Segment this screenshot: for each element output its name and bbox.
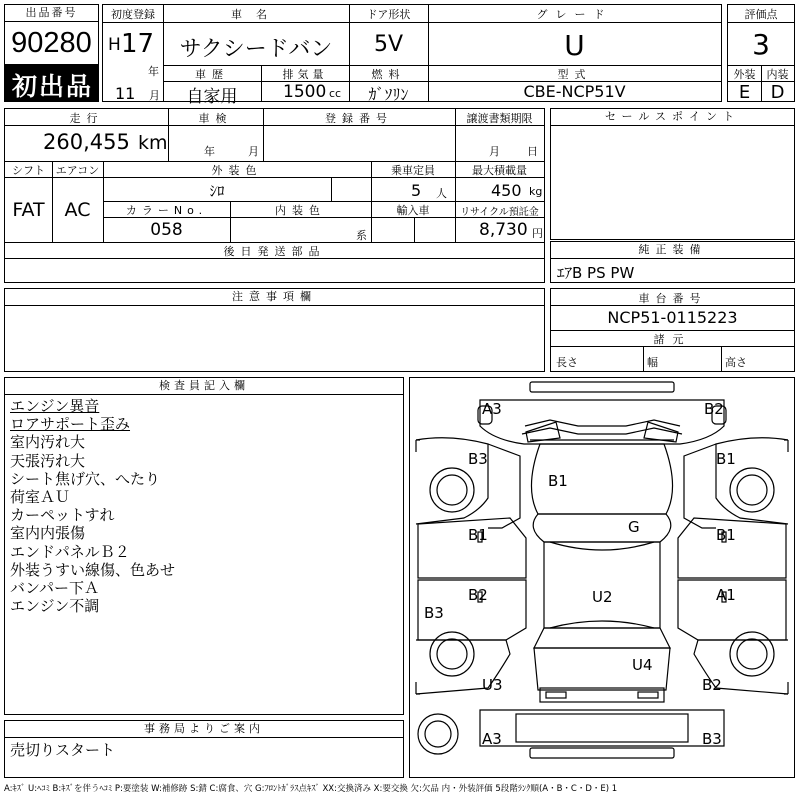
reg-label: 初度登録 [111,8,155,21]
note-line: シート焦げ穴、へたり [10,469,161,488]
score-label: 評価点 [744,8,778,21]
score-box [727,4,795,102]
capacity-unit: 人 [436,187,447,200]
inspection-label: 車検 [198,112,233,125]
ac: AC [64,199,91,221]
chassis-number: NCP51-0115223 [607,308,738,327]
era: H [108,35,121,55]
interior-color-unit: 系 [356,229,367,242]
dims-label: 諸元 [653,333,692,346]
mark-quarter-left: U3 [482,676,503,694]
model-label: 型式 [557,68,592,81]
legend: A:ｷｽﾞ U:ﾍｺﾐ B:ｷｽﾞを伴うﾍｺﾐ P:要塗装 W:補修跡 S:錆 C:腐食、穴 G:ﾌﾛﾝﾄｶﾞﾗｽ点ｷｽﾞ XX:交換済み X:要交換 欠:欠品 内・外装評価 5段階ﾗﾝｸ順(A・B・C・D・E) 1 [4,784,618,794]
mark-roof-center: G [628,518,640,536]
displacement-label: 排気量 [282,68,328,81]
history: 自家用 [186,87,238,107]
note-line: エンドパネルＢ２ [10,542,130,561]
mark-sill-left: B3 [424,604,444,622]
import-label: 輸入車 [396,204,430,217]
mileage-unit: km [138,132,168,154]
note-line: 室内汚れ大 [10,433,86,452]
note-line: 室内内張傷 [10,524,86,543]
model: CBE-NCP51V [523,82,626,101]
transfer-month-unit: 月 [489,145,500,158]
office-box [4,720,404,778]
history-label: 車歴 [195,68,229,81]
inspection-month-unit: 月 [248,145,259,158]
transfer-label: 譲渡書類期限 [466,112,533,125]
sales-points-box [550,108,795,240]
mark-front-door-left: B1 [468,526,488,544]
inspector-notes [10,397,400,615]
chassis-box [550,288,795,372]
later-parts-label: 後日発送部品 [223,245,326,258]
inspection-year-unit: 年 [204,145,215,158]
displacement-unit: cc [329,87,342,100]
mileage: 260,455 [43,130,130,154]
note-line: エンジン異音 [10,397,100,415]
car-diagram [410,378,794,777]
fuel: ｶﾞｿﾘﾝ [368,85,409,104]
equipment: ｴｱB PS PW [557,264,635,282]
mark-rear-door-left: B2 [468,586,488,604]
interior-score: D [770,82,785,103]
car-name: サクシードバン [179,37,333,62]
mark-rear-right: B3 [702,730,722,748]
score: 3 [752,28,770,61]
recycle-label: リサイクル預託金 [460,207,539,218]
info-grid [4,108,545,283]
interior-color-label: 内装色 [275,204,326,217]
note-line: エンジン不調 [10,597,100,616]
caution-box [4,288,545,372]
sales-points-label: セールスポイント [551,109,794,126]
exterior-score: E [738,82,751,103]
grade-label: グレード [536,8,613,21]
color-label: 外装色 [211,164,263,177]
note-line: 荷室ＡＵ [10,488,71,507]
mark-quarter-right: B2 [702,676,722,694]
ac-label: エアコン [55,164,100,177]
reg-month-unit: 月 [149,89,160,102]
shift: FAT [12,199,45,221]
capacity: 5 [411,181,422,200]
plate-label: 登録番号 [325,112,393,125]
color-no-label: カラーNo. [125,204,208,217]
reg-year-unit: 年 [148,65,159,78]
load-label: 最大積載量 [472,164,527,177]
header-main-box [102,4,722,107]
mark-front-left: A3 [482,400,502,418]
load-unit: kg [529,185,543,198]
height-label: 高さ [725,356,747,369]
mark-rear-left: A3 [482,730,502,748]
note-line: カーペットすれ [10,506,115,525]
mark-hood: B1 [548,472,568,490]
inspector-label: 検査員記入欄 [5,378,403,395]
mileage-label: 走行 [69,112,104,125]
length-label: 長さ [556,356,578,369]
equipment-label: 純正装備 [551,242,794,259]
exterior-label: 外装 [733,68,756,81]
mark-roof: U2 [592,588,613,606]
grade: U [564,29,585,62]
recycle: 8,730 [479,220,528,240]
note-line: 天張汚れ大 [10,451,86,470]
color-no: 058 [150,220,183,240]
displacement: 1500 [283,82,327,102]
note-line: 外装うすい線傷、色あせ [10,560,176,579]
door: 5V [373,32,404,57]
mark-tailgate: U4 [632,656,653,674]
note-line: ロアサポート歪み [10,415,131,434]
mark-front-right: B2 [704,400,724,418]
inspector-box [4,377,404,715]
mark-fender-left: B3 [468,450,488,468]
office-label: 事務局よりご案内 [5,721,403,738]
capacity-label: 乗車定員 [391,164,435,177]
fuel-label: 燃料 [371,68,406,81]
note-line: バンパー下Ａ [10,579,99,598]
chassis-label: 車台番号 [638,292,707,305]
lot-number: 90280 [11,27,92,59]
mark-rear-door-right: A1 [716,586,736,604]
mark-fender-right: B1 [716,450,736,468]
car-diagram-box [409,377,795,778]
load: 450 [491,181,522,200]
office-text: 売切りスタート [10,741,116,759]
lot-number-label: 出品番号 [5,5,98,22]
interior-label: 内装 [766,68,789,81]
door-label: ドア形状 [366,8,411,21]
first-listing-badge [4,64,99,102]
reg-month: 11 [115,84,136,103]
recycle-unit: 円 [532,227,543,240]
color: ｼﾛ [209,182,225,200]
equipment-box [550,241,795,283]
first-listing-text: 初出品 [11,72,93,101]
caution-label: 注意事項欄 [5,289,544,306]
transfer-day-unit: 日 [527,145,538,158]
mark-front-door-right: B1 [716,526,736,544]
shift-label: シフト [12,164,45,177]
car-name-label: 車名 [231,8,281,21]
width-label: 幅 [647,356,658,369]
reg-year: 17 [121,29,155,59]
